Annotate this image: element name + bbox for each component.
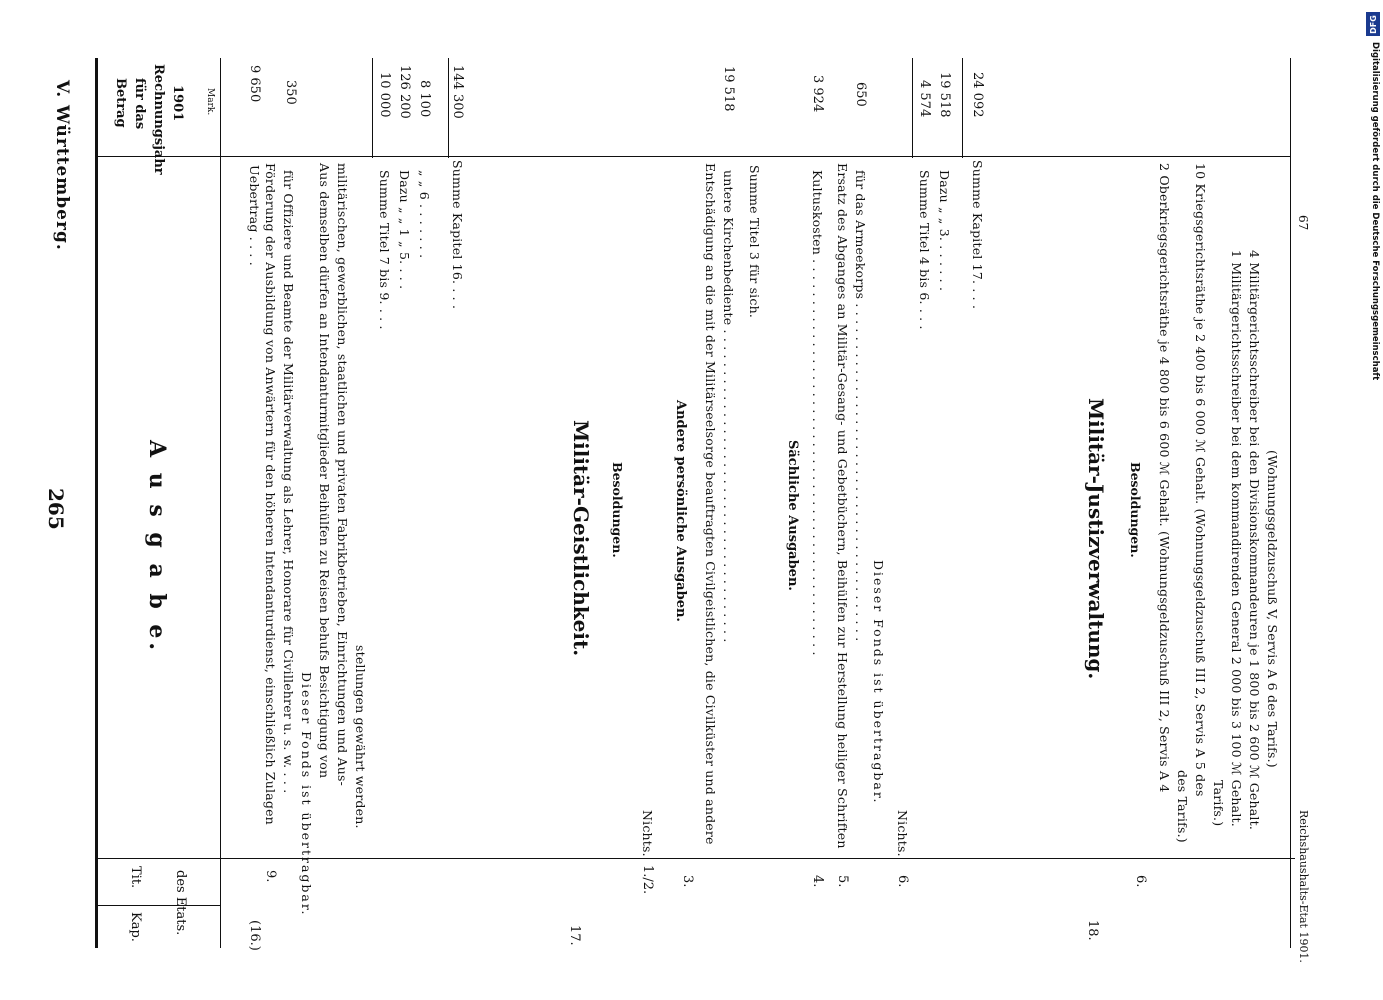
kap18-line3: 1 Militärgerichtsschreiber bei dem kommandirenden General 2 000 bis 3 100 ℳ Gehalt. <box>1229 250 1244 827</box>
kap16-tit9-value: 350 <box>283 80 298 105</box>
kap17-summe-kapitel: Summe Kapitel 17. . . . <box>970 160 985 310</box>
kap18-line1b: des Tarifs.) <box>1175 770 1190 843</box>
kap16-total-line <box>448 58 449 158</box>
header-fuer-das: für das <box>132 78 147 130</box>
header-des-etats: des Etats. <box>173 870 188 936</box>
kap17-v2: 19 518 <box>937 72 952 118</box>
kap17-v1: 4 574 <box>917 80 932 118</box>
header-ausgabe: A u s g a b e. <box>144 440 170 655</box>
kap17-sum-line <box>912 58 913 158</box>
kap17-nichts1: Nichts. <box>640 810 655 857</box>
kap16-line2: für Offiziere und Beamte der Militärverwaltung als Lehrer, Honorare für Civillehrer u. s. w. . . . <box>281 170 296 794</box>
kap16-dazu2: „ „ 6 . . . . . . . <box>417 170 432 259</box>
kap16-line4: Aus demselben dürfen an Intendanturmitglieder Beihülfen zu Reisen behufs Besichtigung von <box>317 163 332 779</box>
kap18-tit6: 6. <box>1133 875 1148 888</box>
kap16-summe-titel: Summe Titel 7 bis 9. . . . <box>377 170 392 330</box>
amount-column-line <box>95 156 1290 157</box>
header-divider-line <box>220 58 221 948</box>
kap16-sum-line <box>372 58 373 158</box>
dfg-logo-text: DFG <box>1368 14 1378 34</box>
kap16-summe-kapitel: Summe Kapitel 16. . . . <box>450 160 465 310</box>
kap17-nichts2: Nichts. <box>895 810 910 857</box>
frame-left-line <box>95 58 98 948</box>
kap18-line2: 10 Kriegsgerichtsräthe je 2 400 bis 6 000 ℳ Gehalt. (Wohnungsgeldzuschuß III 2, Servis A 5 des <box>1193 163 1208 797</box>
kap16-tit9: 9. <box>263 870 278 883</box>
kap16-uebertrag-value: 9 650 <box>247 65 262 103</box>
kap16-v2: 126 200 <box>397 65 412 119</box>
kap17-tit4: 4. <box>810 875 825 888</box>
kap16-line1: Förderung der Ausbildung von Anwärtern für den höheren Intendanturdienst, einschließlich Zulagen <box>263 163 278 825</box>
header-rechnungsjahr: Rechnungsjahr <box>151 64 166 175</box>
kap17-besoldungen: Besoldungen. <box>610 462 625 558</box>
kap17-t4-value: 3 924 <box>810 75 825 113</box>
kap18-label: 18. <box>1085 920 1100 941</box>
kap16-line5: militärischen, gewerblichen, staatlichen und privaten Fabrikbetrieben, Einrichtungen und Aus- <box>335 163 350 787</box>
section-title: V. Württemberg. <box>52 80 72 251</box>
kap17-tit12: 1./2. <box>640 865 655 895</box>
kap16-dazu1: Dazu „ „ 1 „ 5. . . . <box>397 170 412 290</box>
kap-column-line <box>95 905 220 906</box>
dfg-note: Digitalisierung gefördert durch die Deutsche Forschungsgemeinschaft <box>1370 42 1380 381</box>
kap17-summe-titel: Summe Titel 4 bis 6. . . . <box>917 170 932 330</box>
header-betrag: Betrag <box>113 78 128 128</box>
footer-number: 67 <box>1296 215 1310 231</box>
header-tit: Tit. <box>128 866 143 889</box>
kap16-line3: Dieser Fonds ist übertragbar. <box>299 672 314 917</box>
kap18-title: Militär-Justizverwaltung. <box>1084 398 1108 680</box>
kap16-v1: 10 000 <box>377 72 392 118</box>
page-number: 265 <box>44 488 68 530</box>
kap17-t4-text: Kultuskosten . . . . . . . . . . . . . . . . . . . . . . . . . . . . . . . . . . . . . . . . . . . . . . . . <box>810 170 825 656</box>
header-mark: Mark. <box>205 88 215 116</box>
header-kap: Kap. <box>128 912 143 942</box>
kap17-t3-summe: Summe Titel 3 für sich. <box>747 165 762 319</box>
kap17-t3-value: 19 518 <box>721 66 736 112</box>
kap17-dazu: Dazu „ „ 3. . . . . . . <box>937 170 952 292</box>
tit-column-line <box>95 858 1295 859</box>
kap16-label: (16.) <box>247 920 262 951</box>
kap17-t5-line2: für das Armeekorps . . . . . . . . . . . . . . . . . . . . . . . . . . . . . . . . . . . . . . . . . <box>853 170 868 642</box>
kap17-tit3: 3. <box>680 875 695 888</box>
kap16-line6: stellungen gewährt werden. <box>353 645 368 829</box>
kap17-t5-line3: Dieser Fonds ist übertragbar. <box>871 560 886 805</box>
kap17-t5-line1: Ersatz des Abganges an Militär-Gesang- und Gebetbüchern, Beihülfen zur Herstellung heiliger Schriften <box>835 163 850 849</box>
kap17-tit6: 6. <box>895 875 910 888</box>
kap16-v3: 8 100 <box>417 80 432 118</box>
kap18-line2b: Tarifs.) <box>1211 780 1226 827</box>
kap17-total: 24 092 <box>970 72 985 118</box>
kap17-title: Militär-Geistlichkeit. <box>569 420 593 657</box>
header-year: 1901 <box>170 85 185 122</box>
footer-left: Reichshaushalts-Etat 1901. <box>1297 810 1310 963</box>
kap18-line4: 4 Militärgerichtsschreiber bei den Divisionskommandeuren je 1 800 bis 2 600 ℳ Gehalt. <box>1247 250 1262 831</box>
kap16-total: 144 300 <box>450 65 465 119</box>
kap18-line4b: (Wohnungsgeldzuschuß V, Servis A 6 des Tarifs.) <box>1265 450 1280 768</box>
dfg-logo <box>1366 12 1380 36</box>
kap17-tit5: 5. <box>835 875 850 888</box>
kap16-uebertrag: Uebertrag . . . . <box>247 165 262 266</box>
kap17-andere: Andere persönliche Ausgaben. <box>673 400 688 622</box>
kap17-total-line <box>962 58 963 158</box>
kap17-saechliche: Sächliche Ausgaben. <box>785 440 800 591</box>
kap17-t5-value: 650 <box>853 82 868 107</box>
kap17-t3-line1: Entschädigung an die mit der Militärseelsorge beauftragten Civilgeistlichen, die Civilküster und andere <box>703 163 718 845</box>
kap18-besoldungen: Besoldungen. <box>1128 462 1143 558</box>
kap17-label: 17. <box>567 925 582 946</box>
bottom-frame-line <box>1290 58 1291 948</box>
kap17-t3-line2: untere Kirchenbediente . . . . . . . . . . . . . . . . . . . . . . . . . . . . . . . . . . . . . . <box>721 170 736 643</box>
kap18-line1: 2 Oberkriegsgerichtsräthe je 4 800 bis 6 600 ℳ Gehalt. (Wohnungsgeldzuschuß III 2, Servis A 4 <box>1157 163 1172 793</box>
